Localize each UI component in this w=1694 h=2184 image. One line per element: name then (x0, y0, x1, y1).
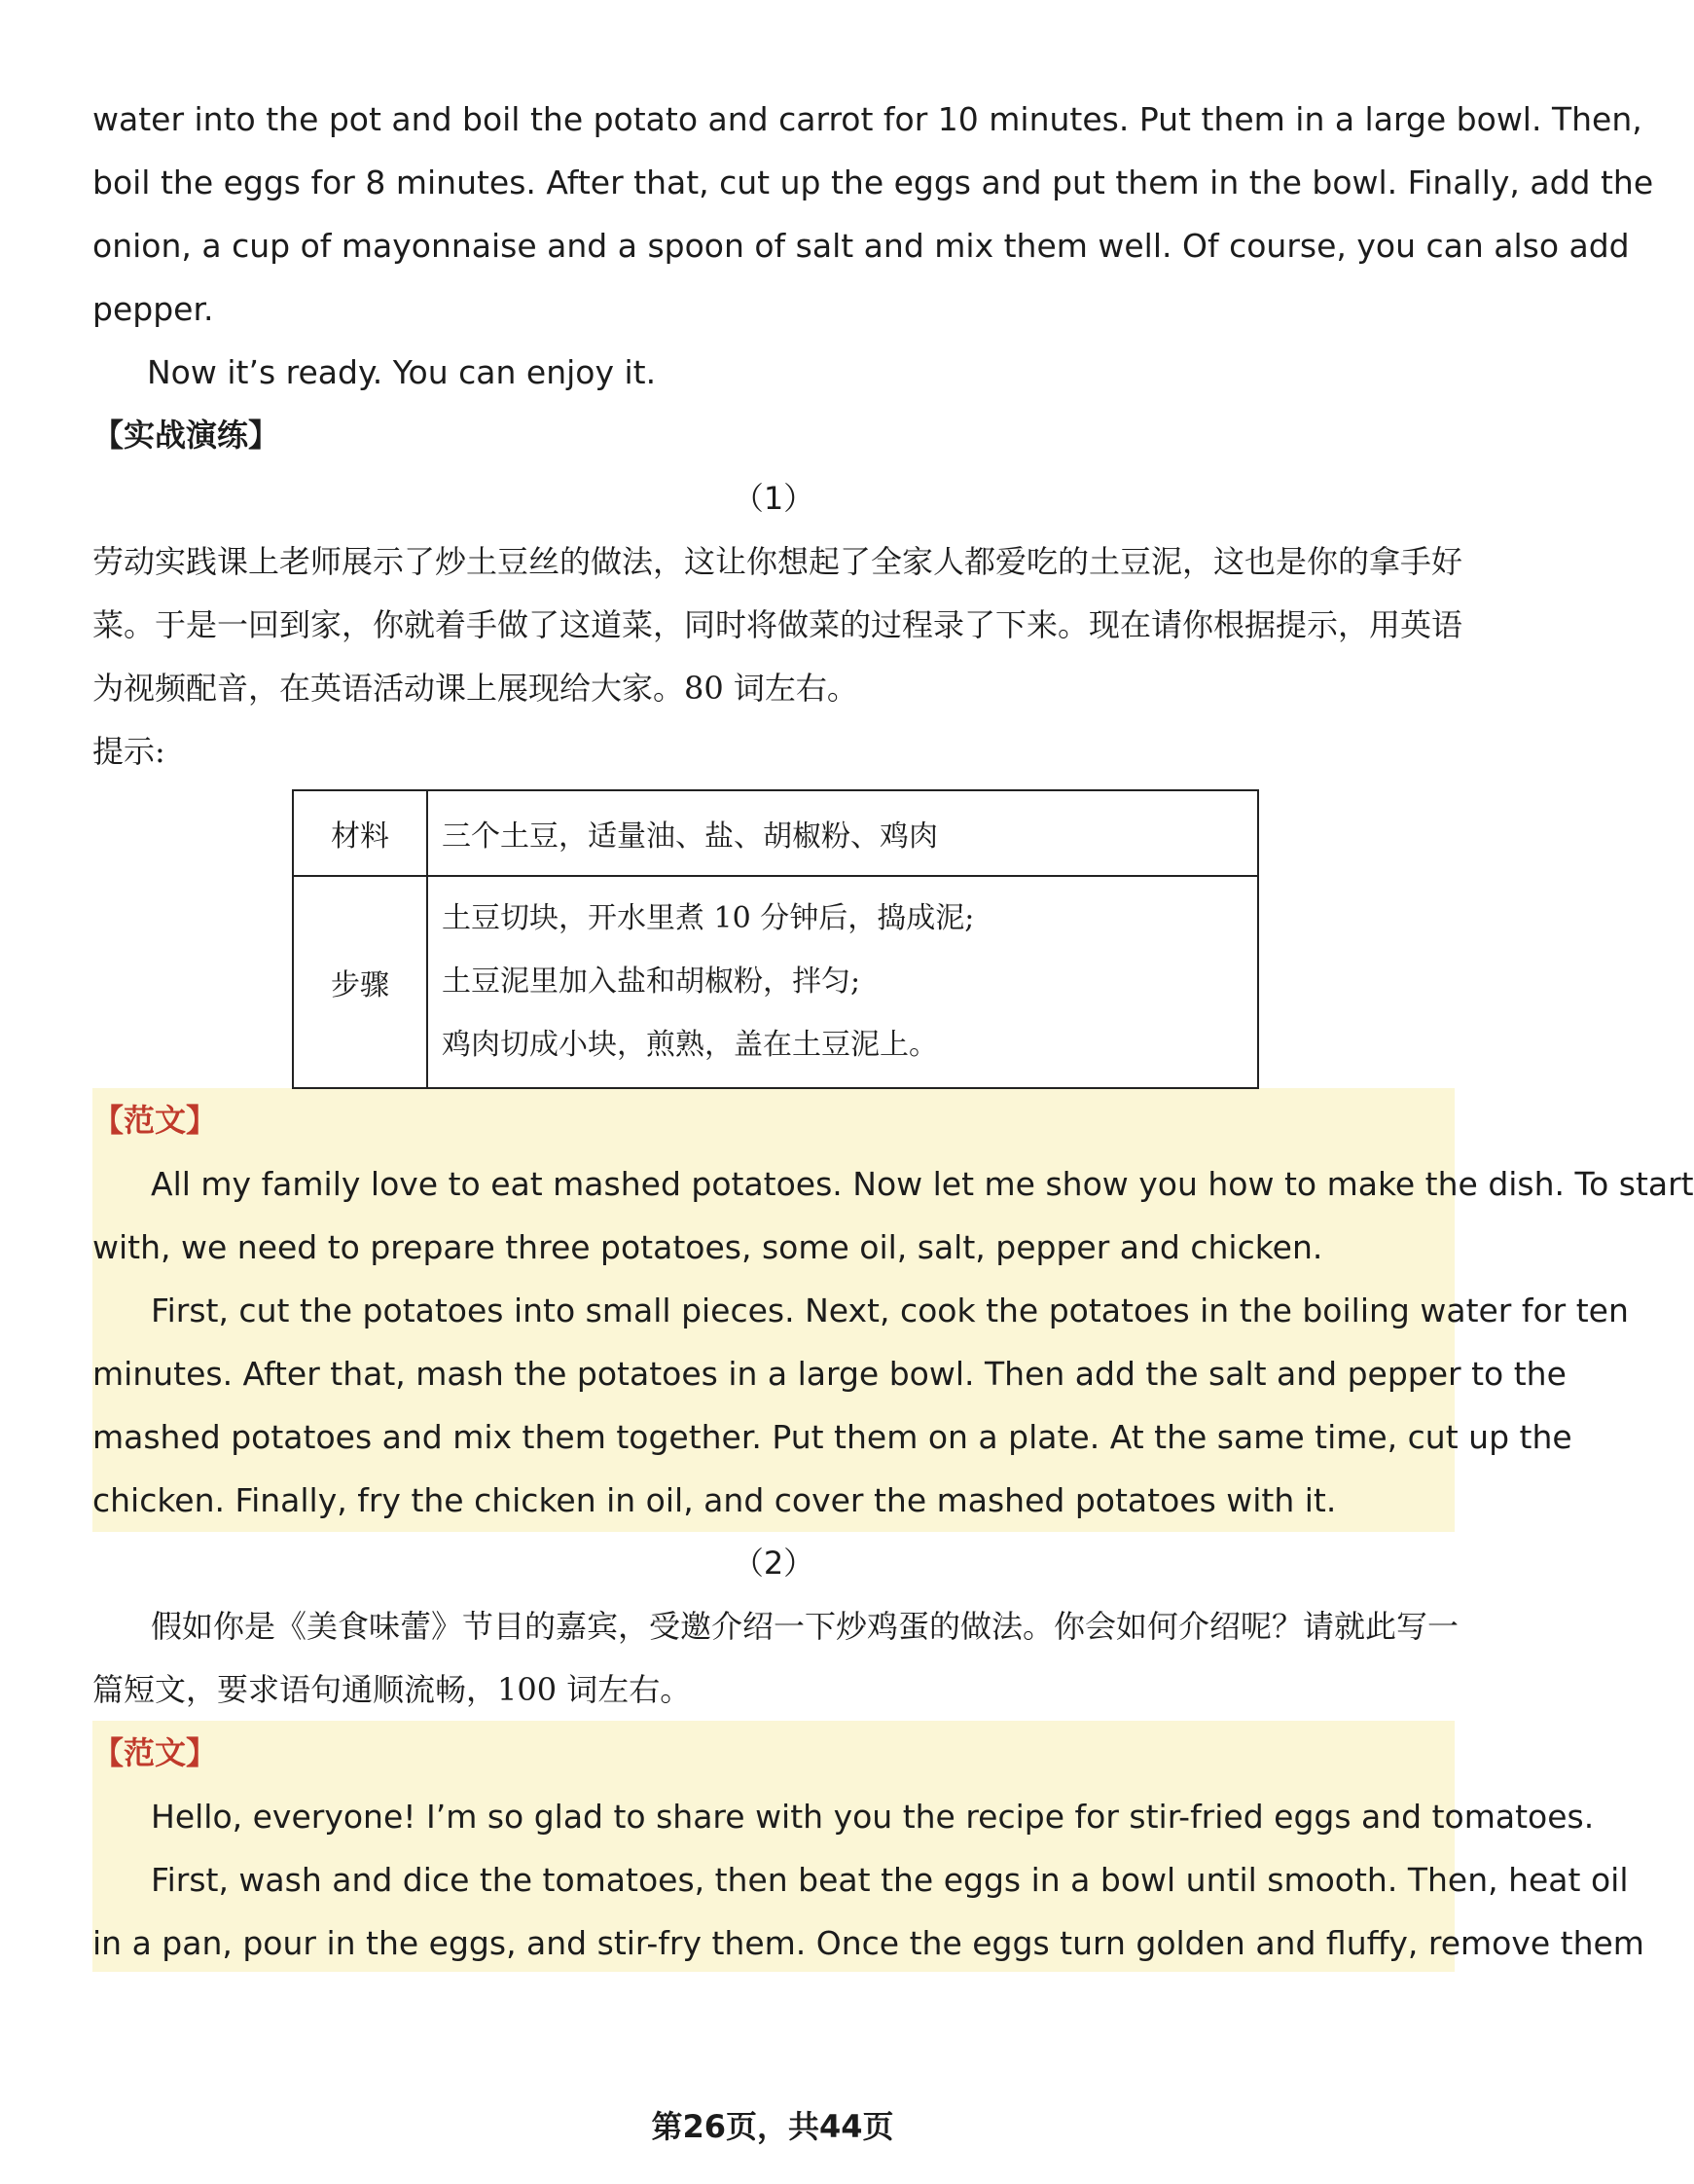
task1-line: 菜。于是一回到家，你就着手做了这道菜，同时将做菜的过程录了下来。现在请你根据提示，用英语 (92, 606, 1463, 643)
sample2-line: First, wash and dice the tomatoes, then beat the eggs in a bowl until smooth. Then, heat oil (151, 1861, 1629, 1899)
sample1-line: minutes. After that, mash the potatoes in a large bowl. Then add the salt and pepper to the (92, 1355, 1567, 1393)
steps-label: 步骤 (294, 877, 428, 1087)
task1-line: 劳动实践课上老师展示了炒土豆丝的做法，这让你想起了全家人都爱吃的土豆泥，这也是你的拿手好 (92, 543, 1463, 580)
sample1-line: with, we need to prepare three potatoes, some oil, salt, pepper and chicken. (92, 1228, 1323, 1266)
intro-line: water into the pot and boil the potato and carrot for 10 minutes. Put them in a large bowl. Then, (92, 100, 1642, 138)
intro-last-line: Now it’s ready. You can enjoy it. (147, 353, 657, 391)
sample2-line: Hello, everyone! I’m so glad to share with you the recipe for stir-fried eggs and tomatoes. (151, 1798, 1595, 1836)
materials-label: 材料 (294, 791, 428, 875)
page-footer: 第26页，共44页 (651, 2108, 894, 2145)
task2-line: 假如你是《美食味蕾》节目的嘉宾，受邀介绍一下炒鸡蛋的做法。你会如何介绍呢？请就此写一 (151, 1608, 1460, 1645)
sample2-label: 【范文】 (92, 1734, 218, 1771)
sample2-line: in a pan, pour in the eggs, and stir-fry them. Once the eggs turn golden and fluffy, remove them (92, 1924, 1644, 1962)
task1-number: （1） (732, 480, 815, 517)
hint-label: 提示: (92, 733, 165, 770)
table-row (294, 877, 1257, 1087)
step-item: 土豆泥里加入盐和胡椒粉，拌匀; (442, 965, 861, 999)
sample1-label: 【范文】 (92, 1102, 218, 1139)
step-item: 土豆切块，开水里煮 10 分钟后，捣成泥; (442, 901, 975, 935)
sample1-line: chicken. Finally, fry the chicken in oil, and cover the mashed potatoes with it. (92, 1481, 1337, 1519)
intro-line: pepper. (92, 290, 214, 328)
task2-number: （2） (732, 1545, 815, 1582)
hint-table (292, 789, 1259, 1089)
intro-line: boil the eggs for 8 minutes. After that, cut up the eggs and put them in the bowl. Finally, add the (92, 164, 1654, 201)
task1-line: 为视频配音，在英语活动课上展现给大家。80 词左右。 (92, 670, 858, 707)
sample1-line: All my family love to eat mashed potatoes. Now let me show you how to make the dish. To start (151, 1165, 1694, 1203)
materials-text: 三个土豆，适量油、盐、胡椒粉、鸡肉 (442, 819, 938, 854)
step-item: 鸡肉切成小块，煎熟，盖在土豆泥上。 (442, 1028, 938, 1062)
practice-heading: 【实战演练】 (92, 417, 280, 454)
task2-line: 篇短文，要求语句通顺流畅，100 词左右。 (92, 1671, 692, 1708)
table-row (294, 791, 1257, 877)
sample1-line: First, cut the potatoes into small pieces. Next, cook the potatoes in the boiling water for ten (151, 1292, 1629, 1329)
sample1-line: mashed potatoes and mix them together. Put them on a plate. At the same time, cut up the (92, 1418, 1572, 1456)
document-page (92, 88, 1694, 1975)
intro-line: onion, a cup of mayonnaise and a spoon of salt and mix them well. Of course, you can also add (92, 227, 1630, 265)
